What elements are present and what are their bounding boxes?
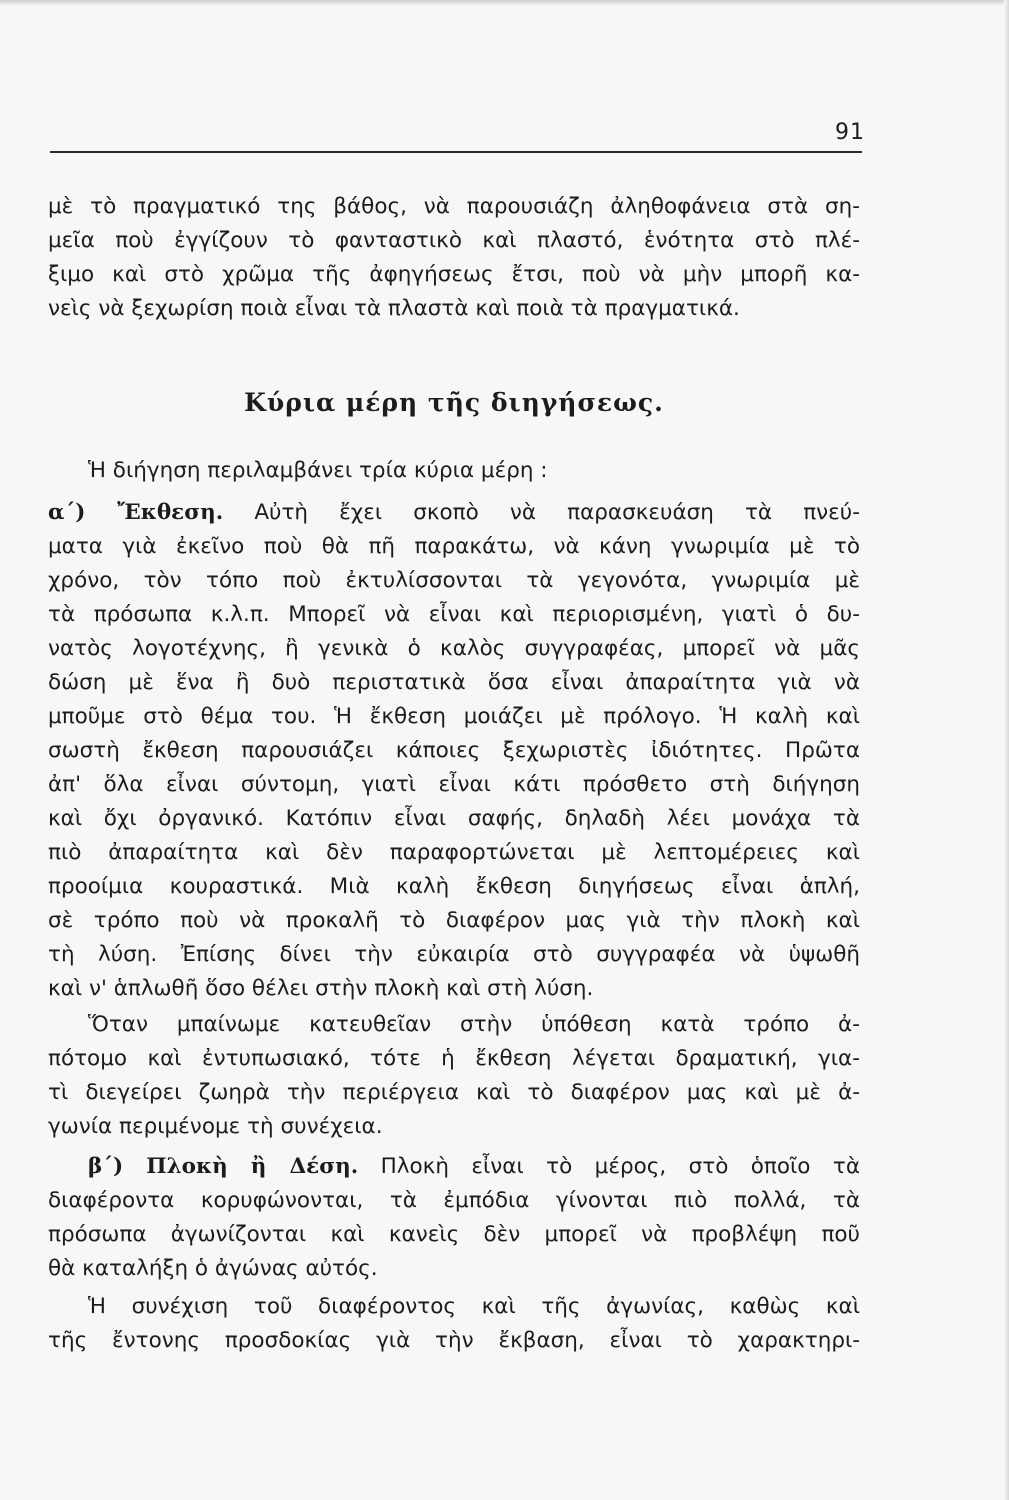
text-line: σὲ τρόπο ποὺ νὰ προκαλῆ τὸ διαφέρον μας γιὰ τὴν πλοκὴ καὶ [48, 908, 860, 933]
section-heading: Κύρια μέρη τῆς διηγήσεως. [244, 388, 664, 417]
text-line: νεὶς νὰ ξεχωρίση ποιὰ εἶναι τὰ πλαστὰ καὶ ποιὰ τὰ πραγματικά. [48, 296, 740, 321]
text-line: ἀπ' ὅλα εἶναι σύντομη, γιατὶ εἶναι κάτι πρόσθετο στὴ διήγηση [48, 772, 860, 797]
section-a-first-line [48, 496, 860, 530]
text-line: Ὅταν μπαίνωμε κατευθεῖαν στὴν ὑπόθεση κατὰ τρόπο ἀ- [88, 1012, 860, 1037]
page-number: 91 [835, 120, 865, 145]
text-line: πότομο καὶ ἐντυπωσιακό, τότε ἡ ἔκθεση λέγεται δραματική, για- [48, 1046, 860, 1071]
text-line: μποῦμε στὸ θέμα του. Ἡ ἔκθεση μοιάζει μὲ πρόλογο. Ἡ καλὴ καὶ [48, 704, 860, 729]
section-b-first-line [88, 1150, 860, 1184]
text-line: ξιμο καὶ στὸ χρῶμα τῆς ἀφηγήσεως ἔτσι, ποὺ νὰ μὴν μπορῆ κα- [48, 262, 860, 287]
section-a-label: α΄) Ἔκθεση. [48, 500, 224, 525]
text-line: νατὸς λογοτέχνης, ἢ γενικὰ ὁ καλὸς συγγραφέας, μπορεῖ νὰ μᾶς [48, 636, 860, 661]
section-b-label: β΄) Πλοκὴ ἢ Δέση. [88, 1154, 359, 1179]
section-a-first-line-text: Αὐτὴ ἔχει σκοπὸ νὰ παρασκευάση τὰ πνεύ- [254, 500, 860, 525]
text-line: δώση μὲ ἕνα ἢ δυὸ περιστατικὰ ὅσα εἶναι ἀπαραίτητα γιὰ νὰ [48, 670, 860, 695]
text-line: τὰ πρόσωπα κ.λ.π. Μπορεῖ νὰ εἶναι καὶ περιορισμένη, γιατὶ ὁ δυ- [48, 602, 860, 627]
header-rule [50, 151, 862, 153]
page-right-edge-shadow [1004, 0, 1009, 1500]
text-line: χρόνο, τὸν τόπο ποὺ ἐκτυλίσσονται τὰ γεγονότα, γνωριμία μὲ [48, 568, 860, 593]
text-line: θὰ καταλήξη ὁ ἀγώνας αὐτός. [48, 1256, 378, 1281]
text-line: τῆς ἔντονης προσδοκίας γιὰ τὴν ἔκβαση, εἶναι τὸ χαρακτηρι- [48, 1328, 860, 1353]
text-line: πρόσωπα ἀγωνίζονται καὶ κανεὶς δὲν μπορεῖ νὰ προβλέψη ποῦ [48, 1222, 860, 1247]
text-line: σωστὴ ἔκθεση παρουσιάζει κάποιες ξεχωριστὲς ἰδιότητες. Πρῶτα [48, 738, 860, 763]
section-b-first-line-text: Πλοκὴ εἶναι τὸ μέρος, στὸ ὁποῖο τὰ [380, 1154, 860, 1179]
text-line: Ἡ συνέχιση τοῦ διαφέροντος καὶ τῆς ἀγωνίας, καθὼς καὶ [88, 1294, 860, 1319]
text-line: ματα γιὰ ἐκεῖνο ποὺ θὰ πῆ παρακάτω, νὰ κάνη γνωριμία μὲ τὸ [48, 534, 860, 559]
text-line: διαφέροντα κορυφώνονται, τὰ ἐμπόδια γίνονται πιὸ πολλά, τὰ [48, 1188, 860, 1213]
text-line: καὶ ν' ἁπλωθῆ ὅσο θέλει στὴν πλοκὴ καὶ στὴ λύση. [48, 976, 594, 1001]
text-line: καὶ ὄχι ὀργανικό. Κατόπιν εἶναι σαφής, δηλαδὴ λέει μονάχα τὰ [48, 806, 860, 831]
text-line: προοίμια κουραστικά. Μιὰ καλὴ ἔκθεση διηγήσεως εἶναι ἁπλή, [48, 874, 860, 899]
page-top-edge-shadow [0, 0, 1009, 6]
intro-line: Ἡ διήγηση περιλαμβάνει τρία κύρια μέρη : [88, 458, 548, 483]
text-line: μὲ τὸ πραγματικό της βάθος, νὰ παρουσιάζη ἀληθοφάνεια στὰ ση- [48, 194, 860, 219]
text-line: τὶ διεγείρει ζωηρὰ τὴν περιέργεια καὶ τὸ διαφέρον μας καὶ μὲ ἀ- [48, 1080, 860, 1105]
text-line: τὴ λύση. Ἐπίσης δίνει τὴν εὐκαιρία στὸ συγγραφέα νὰ ὑψωθῆ [48, 942, 860, 967]
text-line: γωνία περιμένομε τὴ συνέχεια. [48, 1114, 383, 1139]
text-line: πιὸ ἀπαραίτητα καὶ δὲν παραφορτώνεται μὲ λεπτομέρειες καὶ [48, 840, 860, 865]
text-line: μεῖα ποὺ ἐγγίζουν τὸ φανταστικὸ καὶ πλαστό, ἑνότητα στὸ πλέ- [48, 228, 860, 253]
